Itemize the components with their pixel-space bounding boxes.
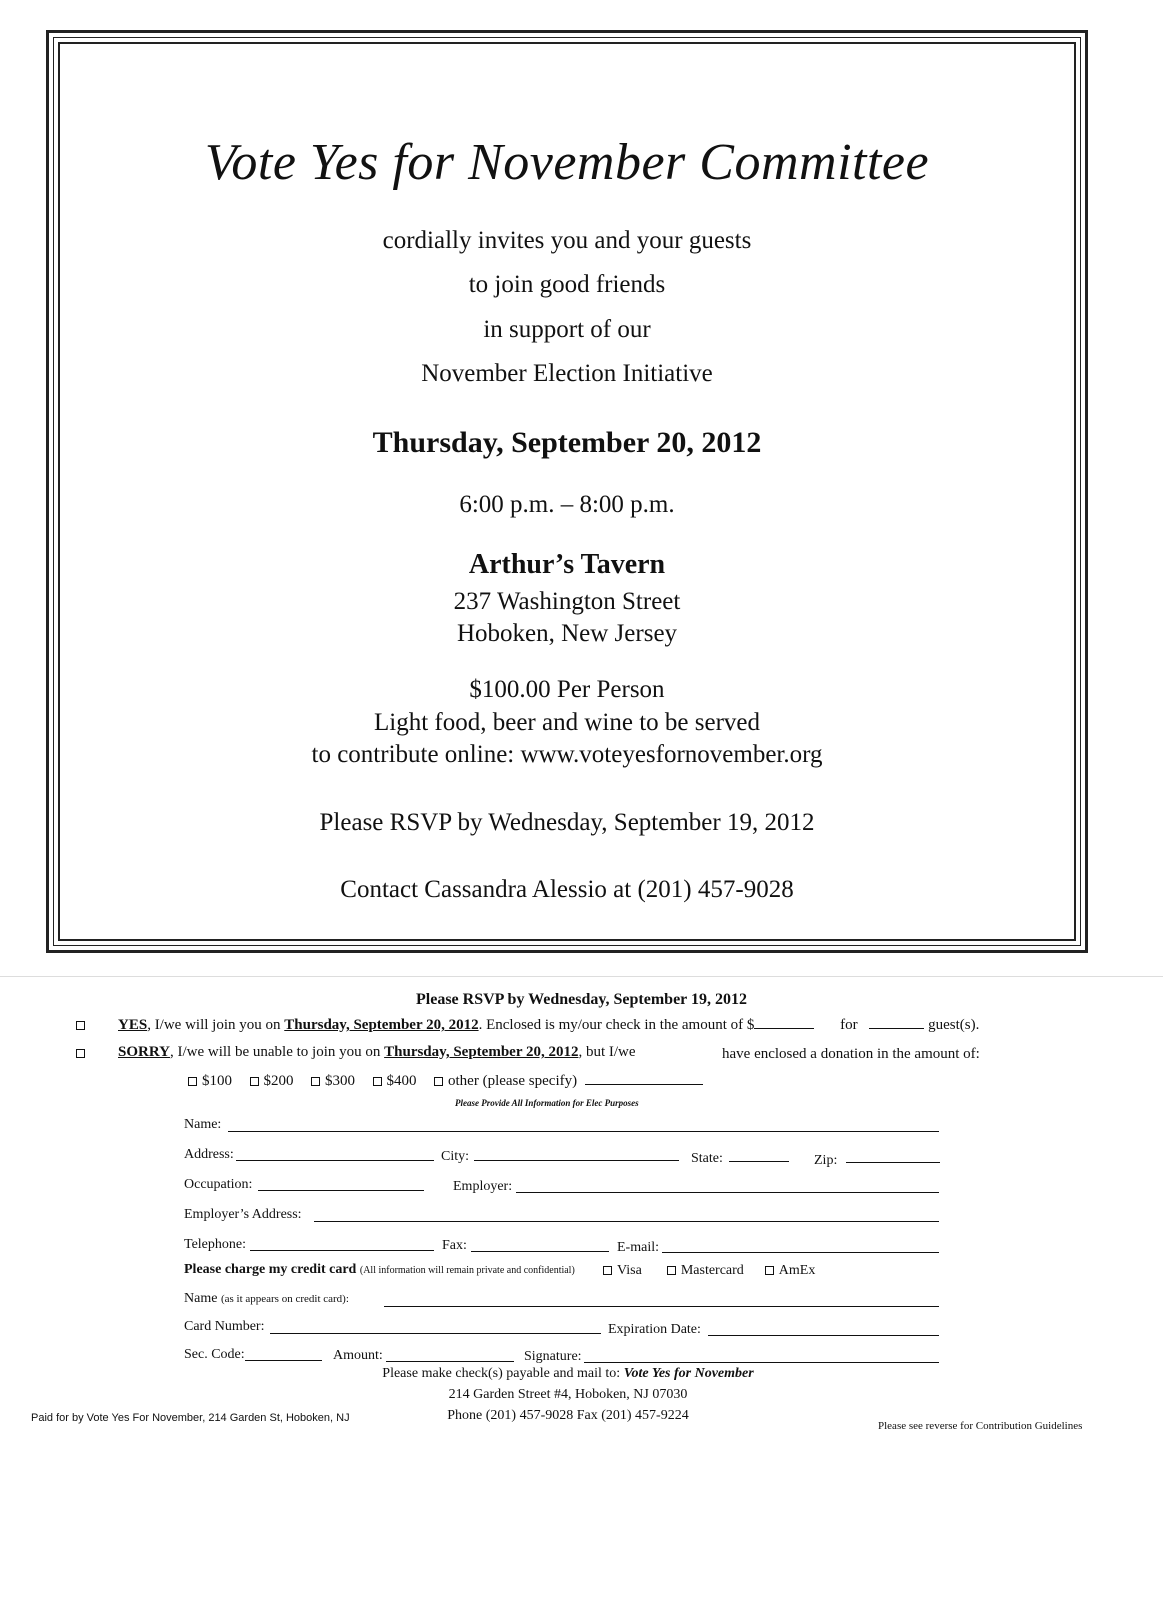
employer-field[interactable] — [516, 1192, 939, 1193]
sec-code-label: Sec. Code: — [184, 1347, 245, 1362]
telephone-label: Telephone: — [184, 1237, 246, 1252]
yes-for: for — [840, 1017, 858, 1033]
rsvp-deadline: Please RSVP by Wednesday, September 19, 2012 — [319, 809, 815, 836]
invite-line-1: cordially invites you and your guests — [382, 227, 752, 254]
sorry-text-b: , but I/we — [578, 1044, 636, 1060]
venue-name: Arthur’s Tavern — [468, 549, 666, 580]
reverse-note: Please see reverse for Contribution Guidelines — [878, 1420, 1083, 1432]
expiration-label: Expiration Date: — [608, 1322, 701, 1337]
event-time: 6:00 p.m. – 8:00 p.m. — [459, 491, 675, 518]
contact-line: Contact Cassandra Alessio at (201) 457-9028 — [340, 876, 794, 903]
card-number-field[interactable] — [270, 1333, 601, 1334]
amount-label: Amount: — [333, 1348, 383, 1363]
sorry-text-a: , I/we will be unable to join you on — [169, 1044, 385, 1060]
yes-label: YES — [118, 1017, 148, 1033]
email-label: E-mail: — [617, 1240, 659, 1255]
signature-field[interactable] — [584, 1362, 939, 1363]
zip-label: Zip: — [814, 1153, 838, 1168]
card-number-label: Card Number: — [184, 1319, 265, 1334]
zip-field[interactable] — [846, 1162, 940, 1163]
guest-count-field[interactable] — [869, 1016, 924, 1029]
payable-text: Please make check(s) payable and mail to: — [382, 1366, 624, 1381]
employer-address-field[interactable] — [314, 1221, 939, 1222]
sorry-checkbox[interactable] — [76, 1046, 90, 1062]
card-name-row — [184, 1291, 349, 1307]
card-name-note: (as it appears on credit card): — [220, 1293, 349, 1305]
address-label: Address: — [184, 1147, 234, 1162]
amount-option-300[interactable]: $300 — [311, 1073, 355, 1089]
amount-field[interactable] — [386, 1361, 514, 1362]
amount-option-200[interactable]: $200 — [250, 1073, 294, 1089]
amount-option-100[interactable]: $100 — [188, 1073, 232, 1089]
yes-text-b: . Enclosed is my/our check in the amount of $ — [478, 1017, 755, 1033]
telephone-field[interactable] — [250, 1250, 434, 1251]
sorry-label: SORRY — [118, 1044, 170, 1060]
yes-guests: guest(s). — [928, 1017, 980, 1033]
signature-label: Signature: — [524, 1349, 582, 1364]
name-label: Name: — [184, 1117, 222, 1132]
card-name-field[interactable] — [384, 1306, 939, 1307]
employer-label: Employer: — [453, 1179, 513, 1194]
credit-card-label: Please charge my credit card — [184, 1262, 357, 1277]
sorry-text-c: have enclosed a donation in the amount of: — [722, 1046, 980, 1062]
email-field[interactable] — [662, 1252, 939, 1253]
payable-line — [0, 1366, 1136, 1382]
card-options — [603, 1263, 815, 1279]
employer-address-label: Employer’s Address: — [184, 1207, 302, 1222]
city-label: City: — [441, 1149, 470, 1164]
occupation-label: Occupation: — [184, 1177, 253, 1192]
invite-line-4: November Election Initiative — [421, 360, 713, 387]
info-note: Please Provide All Information for Elec Purposes — [455, 1098, 639, 1108]
ticket-price: $100.00 Per Person — [469, 676, 665, 703]
sorry-date: Thursday, September 20, 2012 — [384, 1044, 579, 1060]
fax-label: Fax: — [442, 1238, 467, 1253]
yes-row — [118, 1016, 979, 1034]
yes-date: Thursday, September 20, 2012 — [284, 1017, 479, 1033]
fax-field[interactable] — [471, 1251, 609, 1252]
card-name-label: Name — [184, 1291, 218, 1306]
credit-card-row — [184, 1262, 575, 1278]
food-note: Light food, beer and wine to be served — [374, 709, 760, 736]
amount-option-other[interactable]: other (please specify) — [434, 1073, 577, 1089]
sec-code-field[interactable] — [245, 1360, 322, 1361]
credit-card-note: (All information will remain private and confidential) — [359, 1265, 575, 1276]
name-field[interactable] — [228, 1131, 939, 1132]
mail-address: 214 Garden Street #4, Hoboken, NJ 07030 — [448, 1387, 688, 1402]
other-amount-field[interactable] — [585, 1072, 703, 1085]
phone-fax: Phone (201) 457-9028 Fax (201) 457-9224 — [447, 1408, 689, 1423]
card-option-visa[interactable]: Visa — [603, 1263, 642, 1278]
state-label: State: — [691, 1151, 723, 1166]
invitation-title: Vote Yes for November Committee — [204, 134, 930, 191]
card-option-amex[interactable]: AmEx — [765, 1263, 816, 1278]
occupation-field[interactable] — [258, 1190, 424, 1191]
donation-options — [188, 1072, 703, 1090]
address-field[interactable] — [236, 1160, 434, 1161]
expiration-field[interactable] — [708, 1335, 939, 1336]
invite-line-3: in support of our — [483, 316, 651, 343]
state-field[interactable] — [729, 1161, 789, 1162]
fold-line — [0, 976, 1163, 977]
venue-city: Hoboken, New Jersey — [456, 620, 678, 647]
city-field[interactable] — [474, 1160, 679, 1161]
form-heading: Please RSVP by Wednesday, September 19, 2012 — [416, 991, 747, 1008]
yes-text-a: , I/we will join you on — [147, 1017, 285, 1033]
card-option-mastercard[interactable]: Mastercard — [667, 1263, 744, 1278]
check-amount-field[interactable] — [754, 1016, 814, 1029]
amount-option-400[interactable]: $400 — [373, 1073, 417, 1089]
online-contribution: to contribute online: www.voteyesfornovember.org — [311, 741, 823, 768]
invitation-frame — [46, 30, 1088, 953]
yes-checkbox[interactable] — [76, 1018, 90, 1034]
paid-for-notice: Paid for by Vote Yes For November, 214 Garden St, Hoboken, NJ — [31, 1412, 350, 1424]
sorry-row — [118, 1044, 636, 1061]
venue-street: 237 Washington Street — [453, 588, 681, 615]
invite-line-2: to join good friends — [468, 271, 666, 298]
payee-name: Vote Yes for November — [623, 1366, 754, 1381]
event-date: Thursday, September 20, 2012 — [372, 426, 762, 459]
